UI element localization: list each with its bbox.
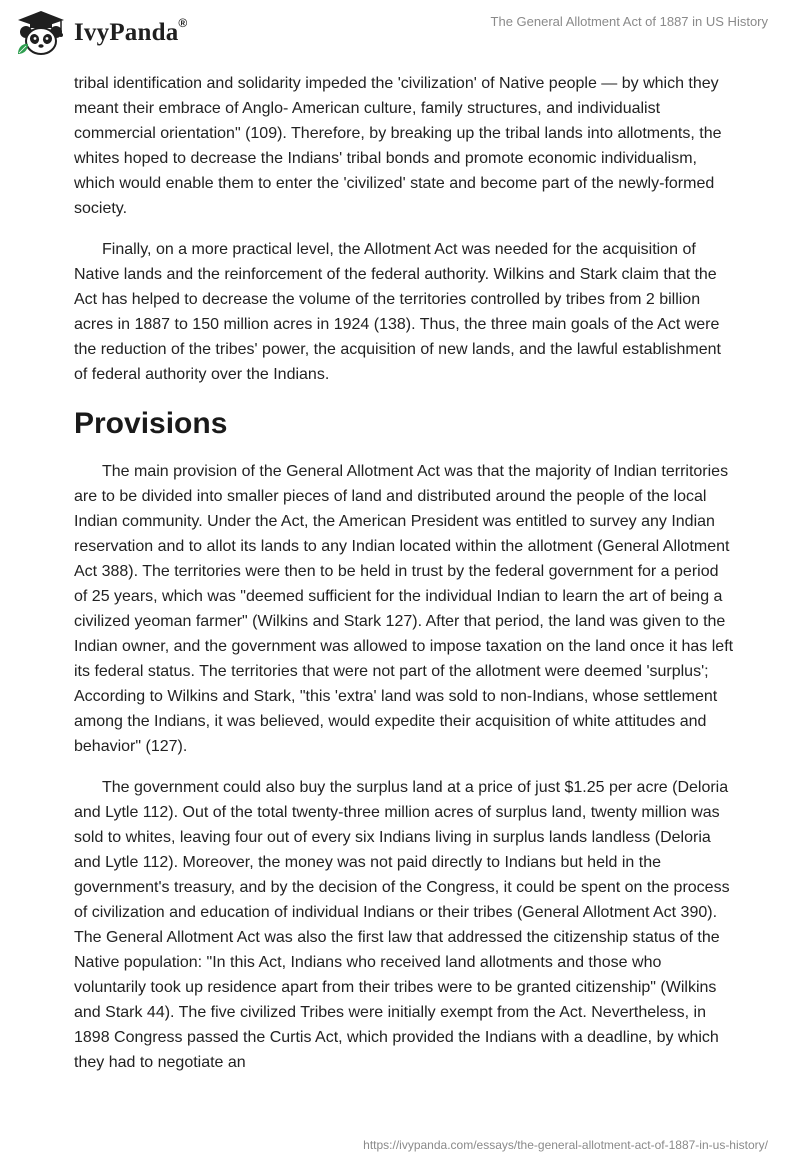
section-heading: Provisions <box>74 407 228 440</box>
source-url[interactable]: https://ivypanda.com/essays/the-general-allotment-act-of-1887-in-us-history/ <box>363 1138 768 1152</box>
registered-mark: ® <box>178 15 188 30</box>
essay-content <box>74 71 734 1091</box>
paragraph: The main provision of the General Allotment Act was that the majority of Indian territories are to be divided into smaller pieces of land and distributed around the people of the local Indian community. Under the Act, the American President was entitled to survey any Indian reservation and to allot its lands to any Indian located within the allotment (General Allotment Act 388). The territories were then to be held in trust by the federal government for a period of 25 years, which was "deemed sufficient for the individual Indian to learn the art of being a civilized yeoman farmer" (Wilkins and Stark 127). After that period, the land was given to the Indian owner, and the government was allowed to impose taxation on the land once it has left its federal status. The territories that were not part of the allotment were deemed 'surplus'; According to Wilkins and Stark, "this 'extra' land was sold to non-Indians, whose settlement among the Indians, it was believed, would expedite their acquisition of white attitudes and behavior" (127). <box>74 463 734 755</box>
paragraph: tribal identification and solidarity impeded the 'civilization' of Native people — by which they meant their embrace of Anglo- American culture, family structures, and individualist commercial orientation" (109). Therefore, by breaking up the tribal lands into allotments, the whites hoped to decrease the Indians' tribal bonds and promote economic individualism, which would enable them to enter the 'civilized' state and become part of the newly-formed society. <box>74 75 722 217</box>
ivypanda-logo[interactable] <box>14 8 187 58</box>
page-header <box>0 0 800 66</box>
panda-graduate-icon <box>14 8 68 58</box>
brand-name: IvyPanda® <box>74 15 188 46</box>
paragraph: The government could also buy the surplus land at a price of just $1.25 per acre (Deloria and Lytle 112). Out of the total twenty-three million acres of surplus land, twenty million was sold to whites, leaving four out of every six Indians living in surplus lands landless (Deloria and Lytle 112). Moreover, the money was not paid directly to Indians but held in the government's treasury, and by the decision of the Congress, it could be spent on the process of civilization and education of individual Indians or their tribes (General Allotment Act 390). The General Allotment Act was also the first law that addressed the citizenship status of the Native population: "In this Act, Indians who received land allotments and those who voluntarily took up residence apart from their tribes were to be granted citizenship" (Wilkins and Stark 44). The five civilized Tribes were initially exempt from the Act. Nevertheless, in 1898 Congress passed the Curtis Act, which provided the Indians with a deadline, by which they had to negotiate an <box>74 779 730 1071</box>
paragraph: Finally, on a more practical level, the Allotment Act was needed for the acquisition of Native lands and the reinforcement of the federal authority. Wilkins and Stark claim that the Act has helped to decrease the volume of the territories controlled by tribes from 2 billion acres in 1887 to 150 million acres in 1924 (138). Thus, the three main goals of the Act were the reduction of the tribes' power, the acquisition of new lands, and the lawful establishment of federal authority over the Indians. <box>74 241 721 383</box>
document-title: The General Allotment Act of 1887 in US History <box>490 14 768 29</box>
